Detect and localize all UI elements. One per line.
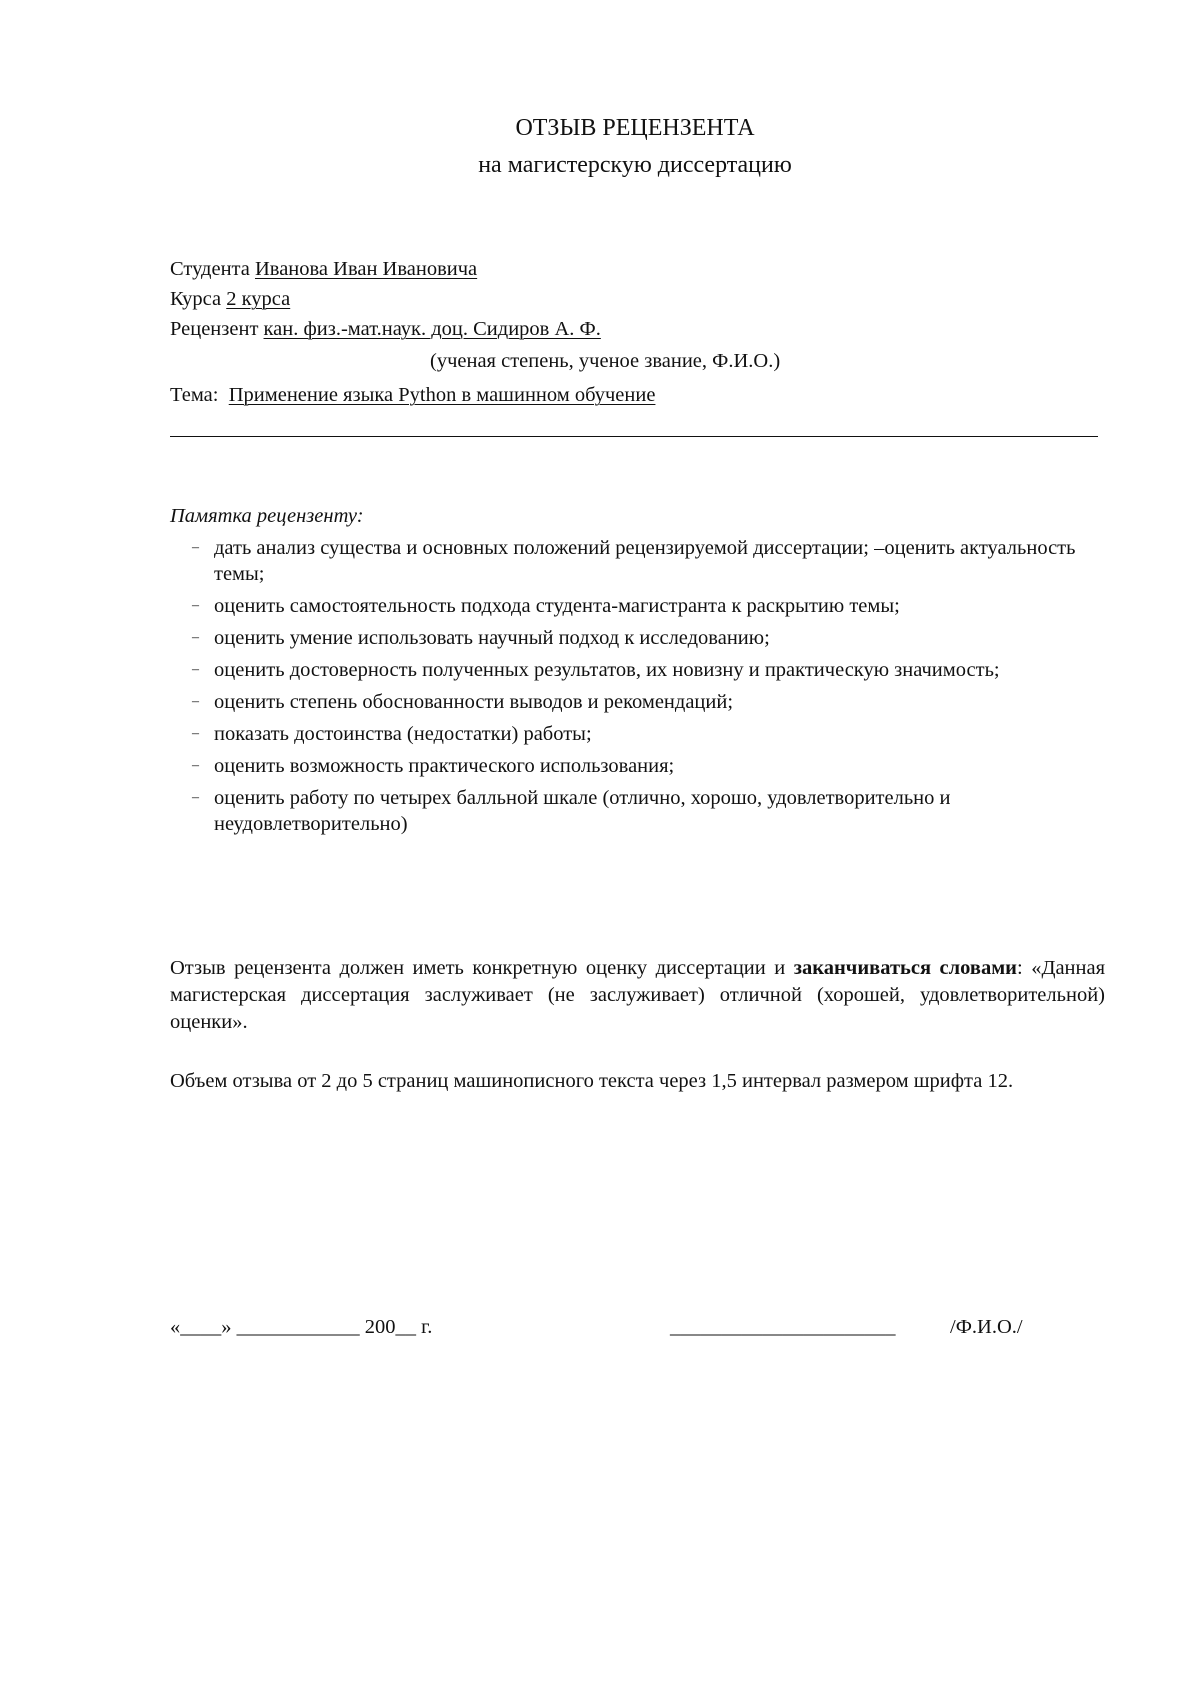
memo-item: – оценить возможность практического использования; (192, 755, 675, 777)
reviewer-hint: (ученая степень, ученое звание, Ф.И.О.) (430, 350, 781, 372)
conclusion-paragraph: Отзыв рецензента должен иметь конкретную оценку диссертации и заканчиваться словами: «Данная магистерская диссертация заслуживает (не заслуживает) отличной (хорошей, удовлетворительной) оценки». (170, 957, 1106, 1033)
topic-value: Применение языка Python в машинном обучение (228, 384, 656, 406)
student-value: Иванова Иван Ивановича (254, 258, 478, 280)
topic-label: Тема: (170, 384, 219, 406)
bullet-dash: – (192, 694, 199, 709)
signature-name: /Ф.И.О./ (950, 1316, 1023, 1338)
memo-item: – оценить степень обоснованности выводов и рекомендаций; (192, 691, 734, 713)
volume-paragraph: Объем отзыва от 2 до 5 страниц машинописного текста через 1,5 интервал размером шрифта 12. (170, 1070, 1014, 1092)
memo-item: – показать достоинства (недостатки) работы; (192, 723, 592, 745)
course-value: 2 курса (226, 288, 291, 310)
course-row (170, 288, 290, 311)
memo-item: – дать анализ существа и основных положений рецензируемой диссертации; –оценить актуальность темы; (192, 537, 1076, 585)
topic-row (170, 384, 655, 407)
bullet-dash: – (192, 790, 199, 805)
student-row (170, 258, 477, 281)
course-label: Курса (170, 288, 222, 310)
document-subtitle: на магистерскую диссертацию (478, 152, 792, 178)
topic-line (170, 436, 1098, 437)
bullet-dash: – (192, 630, 199, 645)
memo-item: – оценить умение использовать научный подход к исследованию; (192, 627, 770, 649)
bullet-dash: – (192, 662, 199, 677)
memo-item: – оценить работу по четырех балльной шкале (отлично, хорошо, удовлетворительно и неудовлетворительно) (192, 787, 951, 835)
memo-item: – оценить достоверность полученных результатов, их новизну и практическую значимость; (192, 659, 1000, 681)
bold-phrase: заканчиваться словами (793, 957, 1017, 979)
student-label: Студента (170, 258, 250, 280)
signature-date: «____» ____________ 200__ г. (170, 1316, 433, 1338)
memo-item: – оценить самостоятельность подхода студента-магистранта к раскрытию темы; (192, 595, 900, 617)
document-title: ОТЗЫВ РЕЦЕНЗЕНТА (515, 115, 755, 141)
bullet-dash: – (192, 598, 199, 613)
bullet-dash: – (192, 726, 199, 741)
reviewer-value: кан. физ.-мат.наук. доц. Сидиров А. Ф. (263, 318, 601, 340)
bullet-dash: – (192, 758, 199, 773)
reviewer-label: Рецензент (170, 318, 259, 340)
memo-list (170, 535, 1100, 843)
memo-title: Памятка рецензенту: (170, 505, 364, 527)
bullet-dash: – (192, 540, 199, 555)
reviewer-row (170, 318, 601, 341)
signature-line: ______________________ (670, 1316, 896, 1338)
